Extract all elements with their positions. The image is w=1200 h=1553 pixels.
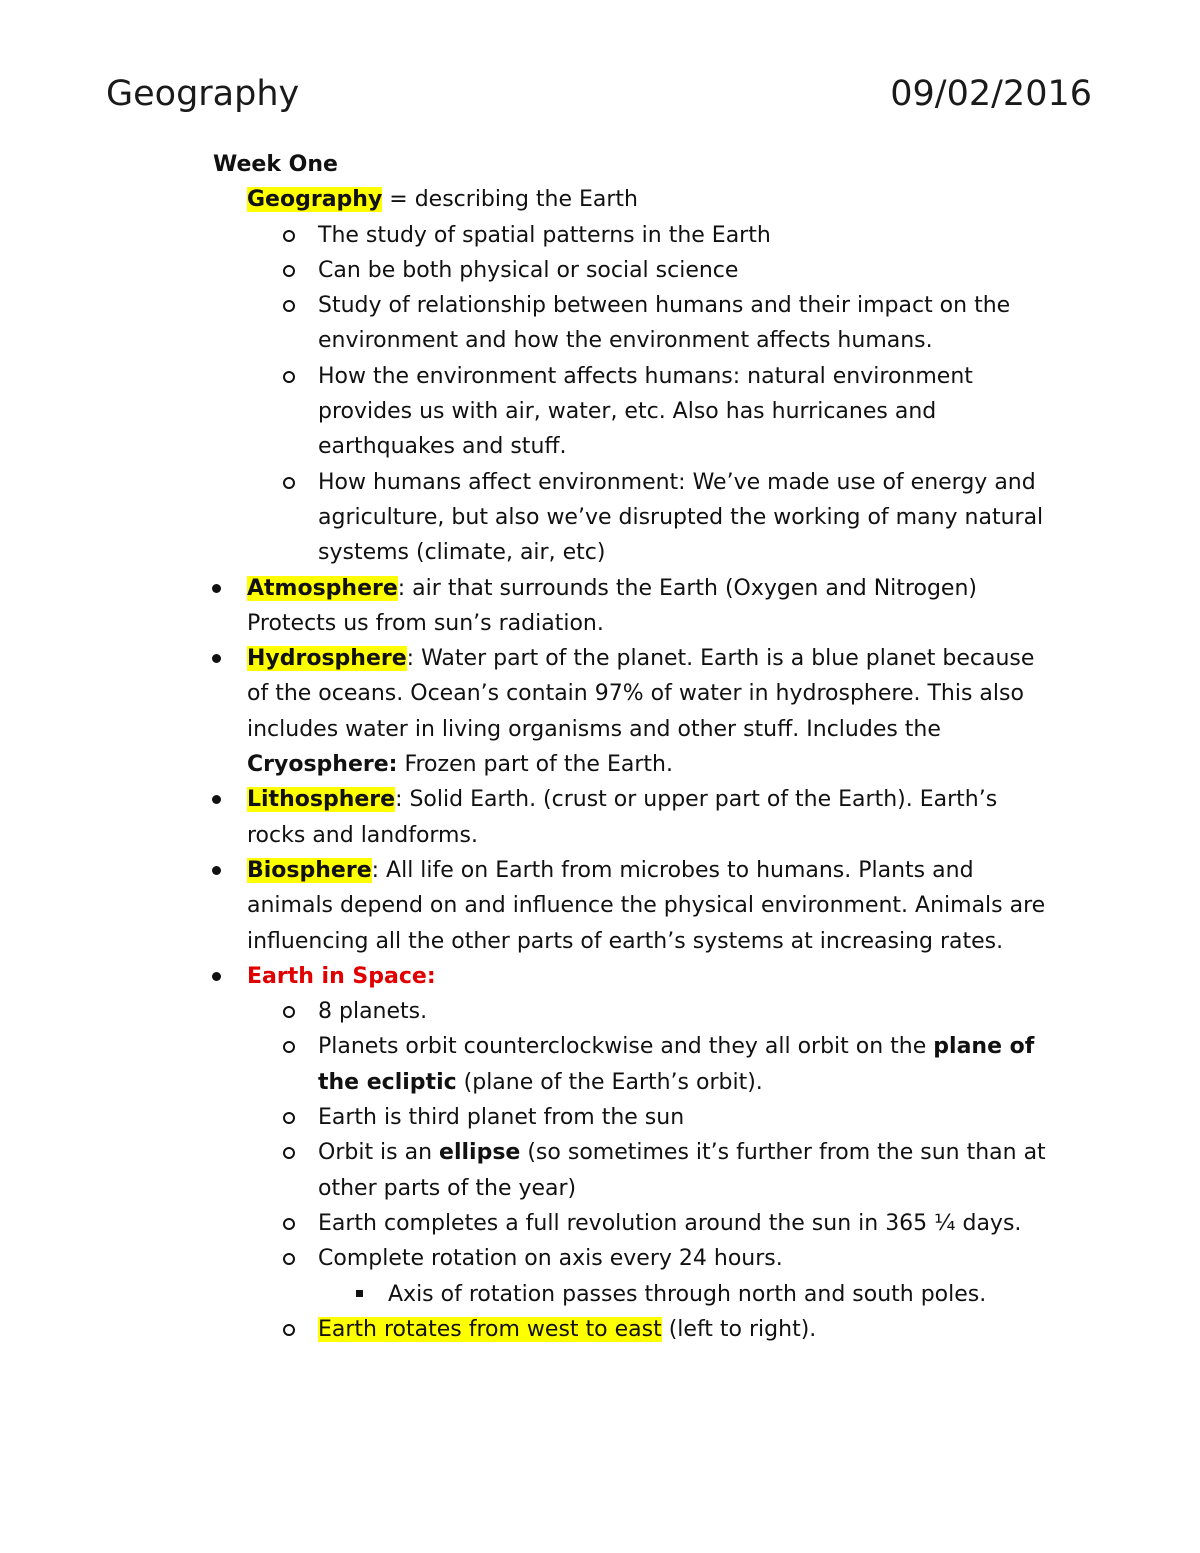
lithosphere-term: Lithosphere: [247, 787, 396, 813]
circle-bullet-icon: [283, 371, 295, 383]
circle-bullet-icon: [283, 1006, 295, 1018]
atmosphere-term: Atmosphere: [247, 575, 398, 601]
list-item: The study of spatial patterns in the Earth: [0, 218, 1059, 253]
circle-bullet-icon: [283, 1147, 295, 1159]
geography-points-list: [0, 218, 1200, 571]
atmosphere-item: Atmosphere: air that surrounds the Earth (Oxygen and Nitrogen) Protects us from sun’s radiation.: [0, 571, 1059, 642]
geography-definition: [0, 182, 1200, 217]
notes-outline: [0, 147, 1200, 1347]
list-item: Earth completes a full revolution around the sun in 365 ¼ days.: [0, 1206, 1059, 1241]
rotation-direction-highlight: Earth rotates from west to east: [318, 1316, 662, 1342]
circle-bullet-icon: [283, 230, 295, 242]
disc-bullet-icon: [212, 866, 221, 875]
circle-bullet-icon: [283, 1324, 295, 1336]
earth-in-space-list: [0, 994, 1200, 1347]
circle-bullet-icon: [283, 1041, 295, 1053]
disc-bullet-icon: [212, 654, 221, 663]
list-item: Orbit is an ellipse (so sometimes it’s further from the sun than at other parts of the year): [0, 1135, 1059, 1206]
list-item: 8 planets.: [0, 994, 1059, 1029]
list-item: Planets orbit counterclockwise and they all orbit on the plane of the ecliptic (plane of the Earth’s orbit).: [0, 1029, 1059, 1100]
circle-bullet-icon: [283, 1112, 295, 1124]
biosphere-item: Biosphere: All life on Earth from microbes to humans. Plants and animals depend on and influence the physical environment. Animals are influencing all the other parts of earth’s systems at increasing rates.: [0, 853, 1059, 959]
week-heading-row: [0, 147, 1200, 182]
page-title: Geography: [106, 74, 300, 114]
disc-bullet-icon: [212, 584, 221, 593]
list-item: How the environment affects humans: natural environment provides us with air, water, etc. Also has hurricanes and earthquakes and stuff.: [0, 359, 1059, 465]
page-date: 09/02/2016: [890, 74, 1092, 114]
earth-in-space-heading: Earth in Space:: [247, 963, 436, 989]
circle-bullet-icon: [283, 477, 295, 489]
circle-bullet-icon: [283, 1253, 295, 1265]
list-item: Axis of rotation passes through north and south poles.: [0, 1277, 1059, 1312]
hydrosphere-term: Hydrosphere: [247, 646, 407, 672]
hydrosphere-item: Hydrosphere: Water part of the planet. Earth is a blue planet because of the oceans. Ocean’s contain 97% of water in hydrosphere. This also includes water in living organisms and other stuff. Includes the Cryosphere: Frozen part of the Earth.: [0, 641, 1059, 782]
lithosphere-item: Lithosphere: Solid Earth. (crust or upper part of the Earth). Earth’s rocks and landforms.: [0, 782, 1059, 853]
square-bullet-icon: [356, 1290, 363, 1297]
cryosphere-term: Cryosphere:: [247, 752, 398, 778]
disc-bullet-icon: [212, 795, 221, 804]
week-heading: Week One: [213, 152, 338, 177]
disc-bullet-icon: [212, 972, 221, 981]
list-item: Earth is third planet from the sun: [0, 1100, 1059, 1135]
list-item: Study of relationship between humans and their impact on the environment and how the environment affects humans.: [0, 288, 1059, 359]
circle-bullet-icon: [283, 265, 295, 277]
biosphere-term: Biosphere: [247, 857, 372, 883]
list-item: Earth rotates from west to east (left to right).: [0, 1312, 1059, 1347]
list-item: How humans affect environment: We’ve made use of energy and agriculture, but also we’ve disrupted the working of many natural systems (climate, air, etc): [0, 465, 1059, 571]
geography-term: Geography: [247, 187, 383, 213]
spheres-list: [0, 571, 1200, 995]
circle-bullet-icon: [283, 300, 295, 312]
list-item: Complete rotation on axis every 24 hours.: [0, 1241, 1059, 1276]
geography-definition-text: = describing the Earth: [382, 187, 639, 213]
list-item: Can be both physical or social science: [0, 253, 1059, 288]
earth-in-space-item: [0, 959, 1059, 994]
circle-bullet-icon: [283, 1218, 295, 1230]
